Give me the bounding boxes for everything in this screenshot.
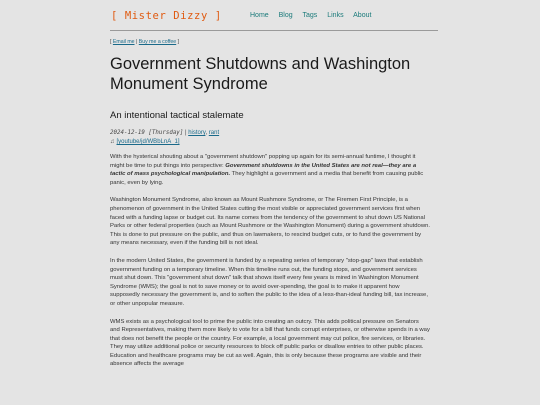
- meta-separator: |: [184, 130, 187, 136]
- nav-about[interactable]: About: [353, 12, 372, 19]
- nav-blog[interactable]: Blog: [278, 12, 293, 19]
- tag-rant[interactable]: rant: [208, 130, 220, 136]
- paragraph-2: Washington Monument Syndrome, also known as Mount Rushmore Syndrome, or The Firemen First Principle, is a phenomenon of government in the United States cutting the most visible or appreciated government services first when faced with a funding lapse or budget cut. Its name comes from the tendency of the government to shut down US National Parks or other federal properties (such as Mount Rushmore or the Washington Monument) during a government shutdown. This is done to put pressure on the public, and thus on lawmakers, to rescind budget cuts, or to fund the government by any means necessary, even if the funding bill is not ideal.: [110, 197, 431, 247]
- paragraph-1-intro: With the hysterical shouting about a "government shutdown" popping up again for its semi-annual funtime, I thought it might be time to put things into perspective:: [110, 154, 416, 169]
- site-header: [110, 0, 438, 31]
- paragraph-4: WMS exists as a psychological tool to prime the public into creating an outcry. This adds political pressure on Senators and Representatives, making them more likely to vote for a bill that funds corrupt enterprises, or otherwise spends in a way that does not benefit the people or the country. For example, a local government may cut police, fire services, or libraries. They may utilize additional police or security resources to block off public parks or disallow entries to other public places. Education and healthcare programs may be cut as well. Again, this is only because these programs are visible and their absence affects the average: [110, 318, 430, 368]
- paragraph-1: [110, 153, 430, 187]
- tag-history[interactable]: history: [188, 130, 206, 136]
- paragraph-1-emphasis: Government shutdowns in the United States are not real—they are a tactic of mass psychological manipulation.: [110, 162, 417, 178]
- post-meta-line: 2024-12-19 [Thursday] | history, rant: [110, 130, 220, 136]
- nav-home[interactable]: Home: [250, 12, 269, 19]
- main-nav: [250, 12, 379, 19]
- coffee-link[interactable]: Buy me a coffee: [138, 39, 177, 45]
- post-meta: [110, 129, 219, 147]
- contact-separator: |: [135, 39, 138, 45]
- paragraph-1-end: They highlight a government and a media that benefit from causing public panic, even by lying.: [110, 171, 424, 186]
- music-link[interactable]: [youtube/jd/WBbLnA_1]: [116, 139, 180, 145]
- post-date: 2024-12-19 [Thursday]: [110, 130, 184, 136]
- contact-close-bracket: ]: [177, 39, 180, 45]
- email-link[interactable]: Email me: [112, 39, 135, 45]
- post-title: Government Shutdowns and Washington Monument Syndrome: [110, 55, 411, 93]
- music-line: [110, 138, 219, 147]
- music-note-icon: ♫: [110, 139, 115, 145]
- contact-open-bracket: [: [110, 39, 112, 45]
- nav-links[interactable]: Links: [327, 12, 344, 19]
- article-body: [110, 153, 430, 378]
- paragraph-3: In the modern United States, the government is funded by a repeating series of temporary "stop-gap" laws that establish government funding on a temporary timeline. When this timeline runs out, the funding stops, and government services must shut down. This "government shut down" talk that shows itself every few years is mired in Washington Monument Syndrome (WMS); the goal is not to save money or to avoid over-spending, the goal is to make it apparent how supposedly necessary the government is, and to soften the public to the idea of a less-than-ideal funding bill, tax increase, or other unpopular measure.: [110, 257, 428, 307]
- nav-tags[interactable]: Tags: [302, 12, 318, 19]
- contact-links: [110, 39, 179, 45]
- post-subtitle: An intentional tactical stalemate: [110, 110, 244, 121]
- site-logo[interactable]: [ Mister Dizzy ]: [111, 10, 222, 22]
